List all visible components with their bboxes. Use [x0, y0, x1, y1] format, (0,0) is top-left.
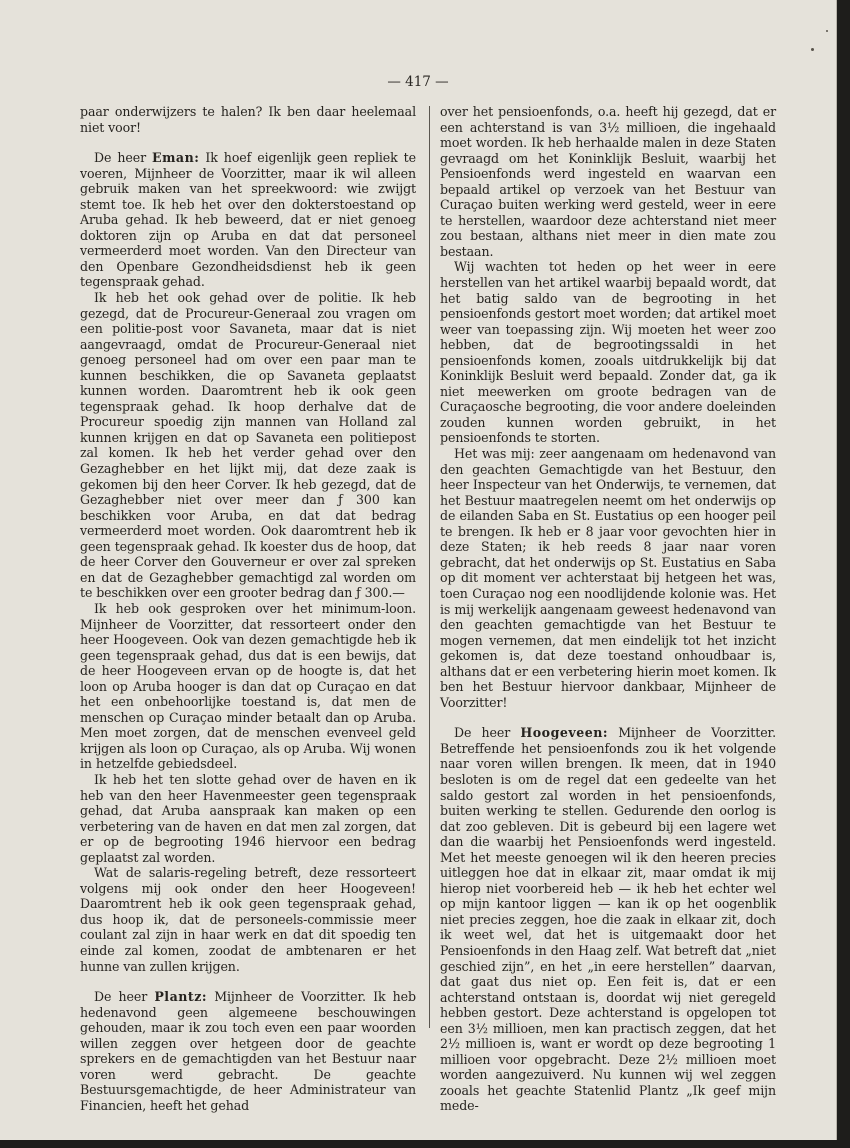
speaker-prefix: De heer — [94, 150, 152, 166]
speaker-name: Hoogeveen: — [520, 725, 609, 741]
paragraph: paar onderwijzers te halen? Ik ben daar heelemaal niet voor! — [80, 104, 416, 135]
paragraph-plantz — [80, 989, 416, 1113]
speech-text: Ik hoef eigenlijk geen repliek te voeren, Mijnheer de Voorzitter, maar ik wil alleen gebruik maken van het spreekwoord: wie zwijgt stemt toe. Ik heb het over den dokterstoestand op Aruba gehad. Ik heb beweerd, dat er niet genoeg doktoren zijn op Aruba en dat dat personeel vermeerderd moet worden. Van den Directeur van den Openbare Gezondheidsdienst heb ik geen tegenspraak gehad. — [80, 150, 416, 290]
column-divider — [429, 106, 430, 1028]
speaker-prefix: De heer — [94, 989, 155, 1005]
paragraph: Ik heb ook gesproken over het minimum-loon. Mijnheer de Voorzitter, dat ressorteert onder den heer Hoogeveen. Ook van dezen gemachtigde heb ik geen tegenspraak gehad, dus dat is een bewijs, dat de heer Hoogeveen ervan op de hoogte is, dat het loon op Aruba hooger is dan dat op Curaçao en dat het een onbehoorlijke toestand is, dat men de menschen op Curaçao minder betaalt dan op Aruba. Men moet zorgen, dat de menschen evenveel geld krijgen als loon op Curaçao, als op Aruba. Wij wonen in hetzelfde gebiedsdeel. — [80, 600, 416, 772]
paragraph: over het pensioenfonds, o.a. heeft hij gezegd, dat er een achterstand is van 3½ millioen, die ingehaald moet worden. Ik heb herhaalde malen in deze Staten gevraagd om het Koninklijk Besluit, waarbij het Pensioenfonds werd ingesteld en waarvan een bepaald artikel op verzoek van het Bestuur van Curaçao buiten werking werd gesteld, weer in eere te herstellen, waardoor deze achterstand niet meer zou bestaan, althans niet meer in dien mate zou bestaan. — [440, 104, 776, 259]
paragraph: Ik heb het ook gehad over de politie. Ik heb gezegd, dat de Procureur-Generaal zou vragen om een politie-post voor Savaneta, maar dat is niet aangevraagd, omdat de Procureur-Generaal niet genoeg personeel had om over een paar man te kunnen beschikken, die op Savaneta geplaatst kunnen worden. Daaromtrent heb ik ook geen tegenspraak gehad. Ik hoop derhalve dat de Procureur spoedig zijn mannen van Holland zal kunnen krijgen en dat op Savaneta een politiepost zal komen. Ik heb het verder gehad over den Gezaghebber en het lijkt mij, dat deze zaak is gekomen bij den heer Corver. Ik heb gezegd, dat de Gezaghebber niet over meer dan ƒ 300 kan beschikken voor Aruba, en dat dat bedrag vermeerderd moet worden. Ook daaromtrent heb ik geen tegenspraak gehad. Ik koester dus de hoop, dat de heer Corver den Gouverneur er over zal spreken en dat de Gezaghebber gemachtigd zal worden om te beschikken over een grooter bedrag dan ƒ 300.— — [80, 290, 416, 601]
paragraph: Ik heb het ten slotte gehad over de haven en ik heb van den heer Havenmeester geen tegenspraak gehad, dat Aruba aanspraak kan maken op een verbetering van de haven en dat men zal zorgen, dat er op de begrooting 1946 hiervoor een bedrag geplaatst zal worden. — [80, 771, 416, 865]
paragraph: Wij wachten tot heden op het weer in eere herstellen van het artikel waarbij bepaald wordt, dat het batig saldo van de begrooting in het pensioenfonds gestort moet worden; dat artikel moet weer van toepassing zijn. Wij moeten het weer zoo hebben, dat de begrootingssaldi in het pensioenfonds komen, zooals uitdrukkelijk bij dat Koninklijk Besluit werd bepaald. Zonder dat, ga ik niet meewerken om groote bedragen van de Curaçaosche begrooting, die voor andere doeleinden zouden kunnen worden gebruikt, in het pensioenfonds te storten. — [440, 259, 776, 446]
right-column — [440, 104, 776, 1114]
paragraph: Wat de salaris-regeling betreft, deze ressorteert volgens mij ook onder den heer Hoogeveen! Daaromtrent heb ik ook geen tegenspraak gehad, dus hoop ik, dat de personeels-commissie meer coulant zal zijn in haar werk en dat dit spoedig ten einde zal komen, zoodat de ambtenaren er het hunne van zullen krijgen. — [80, 865, 416, 974]
speech-text: Mijnheer de Voorzitter. Ik heb hedenavond geen algemeene beschouwingen gehouden, maar ik zou toch even een paar woorden willen zeggen over hetgeen door de geachte sprekers en de gemachtigden van het Bestuur naar voren werd gebracht. De geachte Bestuursgemachtigde, de heer Administrateur van Financien, heeft het gehad — [80, 989, 416, 1113]
speaker-name: Eman: — [152, 150, 200, 166]
left-column — [80, 104, 416, 1113]
speech-text: Mijnheer de Voorzitter. Betreffende het pensioenfonds zou ik het volgende naar voren willen brengen. Ik meen, dat in 1940 besloten is om de regel dat een gedeelte van het saldo gestort zal worden in het pensioenfonds, buiten werking te stellen. Gedurende den oorlog is dat zoo gebleven. Dit is gebeurd bij een lagere wet dan die waarbij het Pensioenfonds werd ingesteld. Met het meeste genoegen wil ik den heeren precies uitleggen hoe dat in elkaar zit, maar omdat ik mij hierop niet voorbereid heb — ik heb het echter wel op mijn kantoor liggen — kan ik op het oogenblik niet precies zeggen, hoe die zaak in elkaar zit, doch ik weet wel, dat het is uitgemaakt door het Pensioenfonds in den Haag zelf. Wat betreft dat „niet geschied zijn”, en het „in eere herstellen” daarvan, dat gaat dus niet op. Een feit is, dat er een achterstand ontstaan is, doordat wij niet geregeld hebben gestort. Deze achterstand is opgelopen tot een 3½ millioen, men kan practisch zeggen, dat het 2½ millioen is, want er wordt op deze begrooting 1 millioen voor opgebracht. Deze 2½ millioen moet worden aangezuiverd. Nu kunnen wij wel zeggen zooals het geachte Statenlid Plantz „Ik geef mijn mede- — [440, 725, 776, 1114]
paragraph: Het was mij: zeer aangenaam om hedenavond van den geachten Gemachtigde van het Bestuur, den heer Inspecteur van het Onderwijs, te vernemen, dat het Bestuur maatregelen neemt om het onderwijs op de eilanden Saba en St. Eustatius op een hooger peil te brengen. Ik heb er 8 jaar voor gevochten hier in deze Staten; ik heb reeds 8 jaar naar voren gebracht, dat het onderwijs op St. Eustatius en Saba op dit moment ver achterstaat bij hetgeen het was, toen Curaçao nog een noodlijdende kolonie was. Het is mij werkelijk aangenaam geweest hedenavond van den geachten gemachtigde van het Bestuur te mogen vernemen, dat men eindelijk tot het inzicht gekomen is, dat deze toestand onhoudbaar is, althans dat er een verbetering hierin moet komen. Ik ben het Bestuur hiervoor dankbaar, Mijnheer de Voorzitter! — [440, 446, 776, 710]
paper-speck — [811, 48, 814, 51]
page-number: — 417 — — [387, 74, 449, 90]
paper-speck — [826, 30, 828, 32]
speaker-name: Plantz: — [154, 989, 208, 1005]
paragraph-eman — [80, 150, 416, 290]
speaker-prefix: De heer — [454, 725, 521, 741]
paragraph-hoogeveen — [440, 725, 776, 1114]
